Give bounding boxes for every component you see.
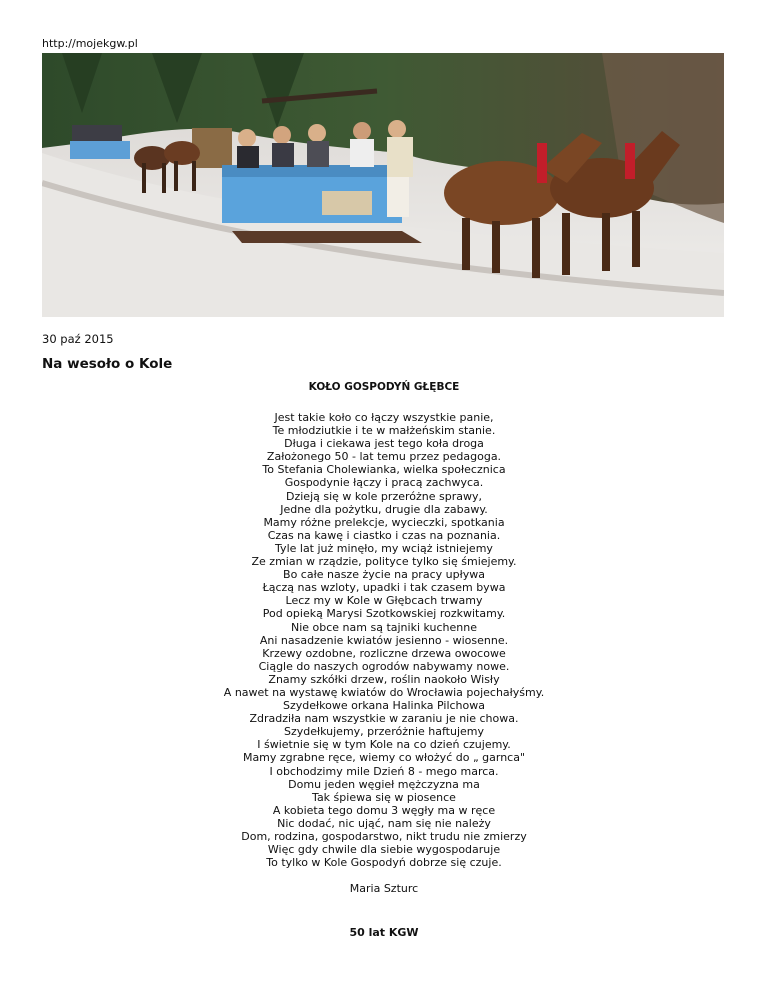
poem-line: Znamy szkółki drzew, roślin naokoło Wisły [268,672,500,686]
poem-line: Mamy różne prelekcje, wycieczki, spotkania [263,515,505,529]
poem-line: Gospodynie łączy i pracą zachwyca. [284,476,484,490]
poem-line: Ciągle do naszych ogrodów nabywamy nowe. [258,659,510,673]
poem-line: Szydełkujemy, przeróżnie haftujemy [283,725,485,739]
poem-line: Nic dodać, nic ująć, nam się nie należy [277,816,491,830]
poem-line: Krzewy ozdobne, rozliczne drzewa owocowe [262,646,506,660]
poem-line: I świetnie się w tym Kole na co dzień czujemy. [257,738,511,752]
poem-line: Łączą nas wzloty, upadki i tak czasem bywa [262,581,506,595]
poem-line: Te młodziutkie i te w małżeńskim stanie. [272,424,496,438]
poem-line: A nawet na wystawę kwiatów do Wrocławia pojechałyśmy. [223,685,545,699]
poem-line: Tak śpiewa się w piosence [312,790,456,804]
poem-line: Długa i ciekawa jest tego koła droga [284,437,484,451]
poem-author: Maria Szturc [349,882,419,896]
poem-line: Czas na kawę i ciastko i czas na poznania. [267,528,501,542]
poem-line: Nie obce nam są tajniki kuchenne [290,620,478,634]
poem-line: I obchodzimy mile Dzień 8 - mego marca. [269,764,499,778]
poem-heading: KOŁO GOSPODYŃ GŁĘBCE [308,381,460,393]
poem-line: Jest takie koło co łączy wszystkie panie, [274,411,494,424]
poem-line: Więc gdy chwile dla siebie wygospodaruje [267,843,501,857]
poem-line: Zdradziła nam wszystkie w zaraniu je nie chowa. [249,712,519,726]
sleigh-ride-photo [42,53,724,317]
post-date: 30 paź 2015 [42,332,114,346]
poem-line: Tyle lat już minęło, my wciąż istniejemy [275,541,493,555]
poem-line: Szydełkowe orkana Halinka Pilchowa [283,699,485,713]
source-url[interactable]: http://mojekgw.pl [42,37,138,50]
poem-lines [0,411,768,869]
poem [0,380,768,896]
post-title: Na wesoło o Kole [42,356,173,372]
poem-line: Ze zmian w rządzie, polityce tylko się śmiejemy. [251,555,517,569]
poem-line: Domu jeden węgieł mężczyzna ma [288,777,480,791]
poem-line: Jedne dla pożytku, drugie dla zabawy. [280,502,488,516]
poem-line: Założonego 50 - lat temu przez pedagoga. [266,450,502,464]
poem-line: Ani nasadzenie kwiatów jesienno - wiosenne. [259,633,509,647]
poem-line: Lecz my w Kole w Głębcach trwamy [285,594,483,608]
poem-line: Bo całe nasze życie na pracy upływa [283,568,485,582]
poem-line: To Stefania Cholewianka, wielka społecznica [262,463,506,477]
poem-line: Dzieją się w kole przeróżne sprawy, [286,489,482,503]
poem-line: Pod opieką Marysi Szotkowskiej rozkwitamy. [262,607,506,621]
poem-line: A kobieta tego domu 3 węgły ma w ręce [272,803,496,817]
poem-line: To tylko w Kole Gospodyń dobrze się czuje. [266,856,502,870]
poem-line: Dom, rodzina, gospodarstwo, nikt trudu nie zmierzy [241,830,527,843]
poem-line: Mamy zgrabne ręce, wiemy co włożyć do „ garnca" [242,751,526,765]
section-heading: 50 lat KGW [349,926,419,939]
